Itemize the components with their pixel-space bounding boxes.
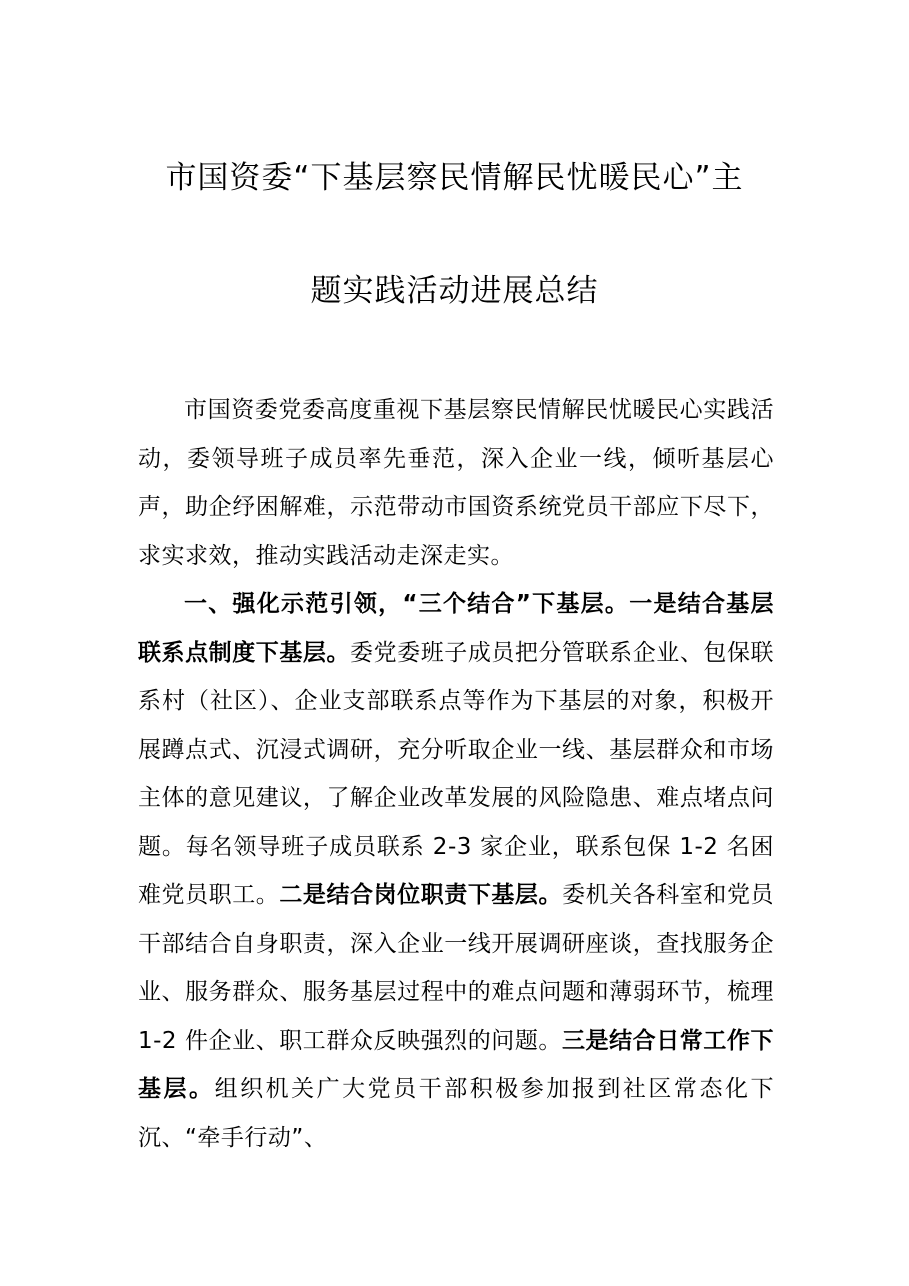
- paragraph-section-1: [138, 580, 774, 1162]
- document-body: [138, 386, 774, 1162]
- sub-point-1-title: 一是结合基层联系点制度下基层。: [138, 591, 775, 666]
- document-title-line-1: 市国资委“下基层察民情解民忧暖民心”主: [165, 160, 744, 196]
- section-heading: 一、强化示范引领，“三个结合”下基层。: [184, 591, 630, 617]
- paragraph-intro: 市国资委党委高度重视下基层察民情解民忧暖民心实践活动，委领导班子成员率先垂范，深入企业一线，倾听基层心声，助企纾困解难，示范带动市国资系统党员干部应下尽下，求实求效，推动实践活动走深走实。: [138, 397, 774, 569]
- sub-point-2-title: 二是结合岗位职责下基层。: [279, 882, 563, 908]
- sub-point-3-title: 三是结合日常工作下基层。: [138, 1027, 774, 1102]
- sub-point-3-text: 组织机关广大党员干部积极参加报到社区常态化下沉、“牵手行动”、: [138, 1076, 774, 1151]
- document-title-line-2: 题实践活动进展总结: [310, 273, 599, 309]
- sub-point-1-text: 委党委班子成员把分管联系企业、包保联系村（社区）、企业支部联系点等作为下基层的对象，积极开展蹲点式、沉浸式调研，充分听取企业一线、基层群众和市场主体的意见建议，了解企业改革发展的风险隐患、难点堵点问题。每名领导班子成员联系 2-3 家企业，联系包保 1-2 名困难党员职工。: [138, 639, 775, 908]
- sub-point-2-text: 委机关各科室和党员干部结合自身职责，深入企业一线开展调研座谈，查找服务企业、服务群众、服务基层过程中的难点问题和薄弱环节，梳理 1-2 件企业、职工群众反映强烈的问题。: [138, 882, 775, 1054]
